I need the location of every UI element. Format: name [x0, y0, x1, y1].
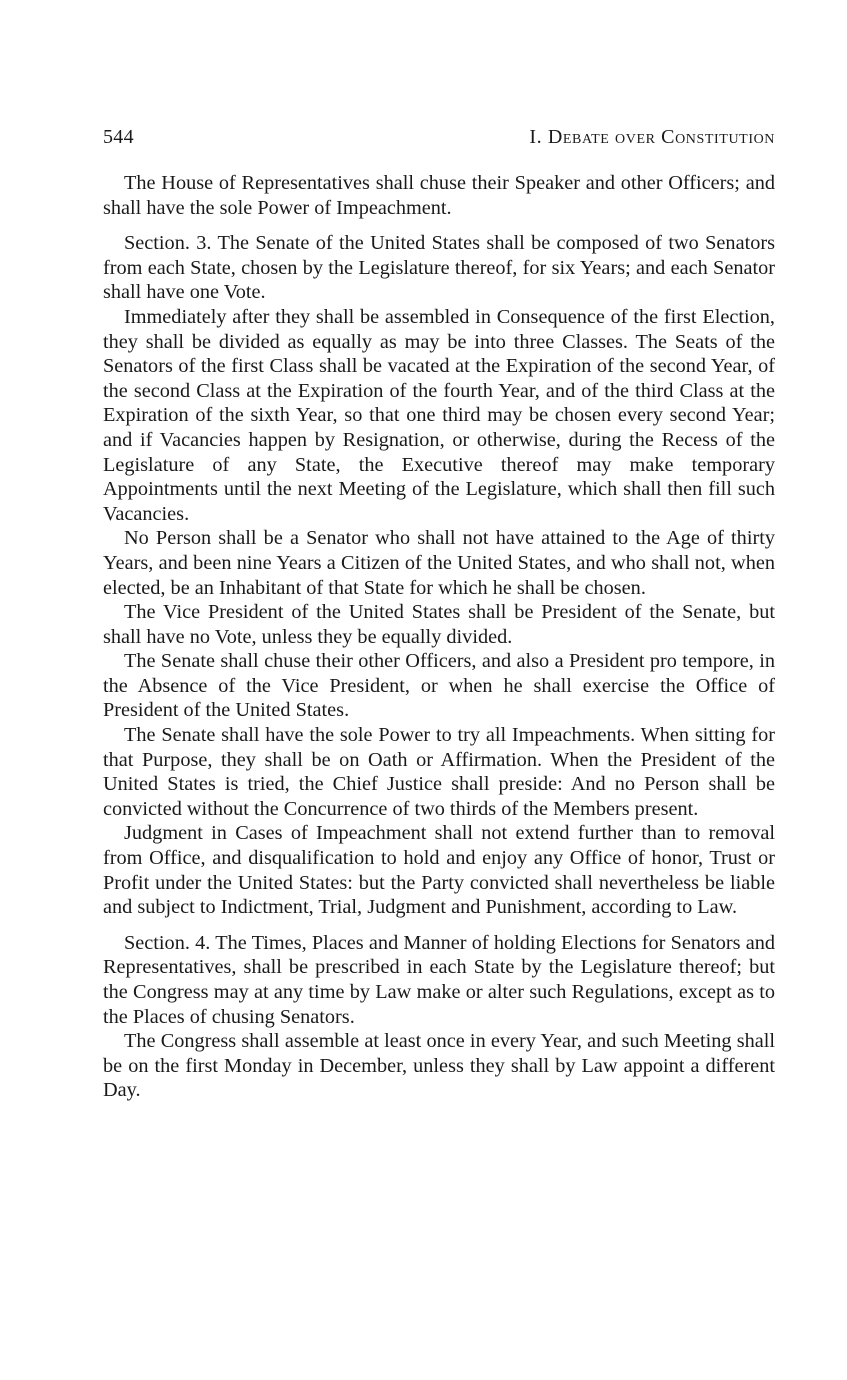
running-header — [103, 122, 775, 154]
running-title: I. Debate over Constitution — [529, 126, 775, 148]
paragraph-impeachment-trials: The Senate shall have the sole Power to try all Impeachments. When sitting for that Purpose, they shall be on Oath or Affirmation. When the President of the United States is tried, the Chief Justice shall preside: And no Person shall be convicted without the Concurrence of two thirds of the Members present. — [103, 724, 775, 820]
paragraph-house-officers: The House of Representatives shall chuse their Speaker and other Officers; and shall have the sole Power of Impeachment. — [103, 172, 775, 219]
paragraph-senate-officers: The Senate shall chuse their other Officers, and also a President pro tempore, in the Absence of the Vice President, or when he shall exercise the Office of President of the United States. — [103, 650, 775, 722]
document-page — [103, 122, 775, 1103]
paragraph-senate-classes: Immediately after they shall be assembled in Consequence of the first Election, they shall be divided as equally as may be into three Classes. The Seats of the Senators of the first Class shall be vacated at the Expiration of the second Year, of the second Class at the Expiration of the fourth Year, and of the third Class at the Expiration of the sixth Year, so that one third may be chosen every second Year; and if Vacancies happen by Resignation, or otherwise, during the Recess of the Legislature of any State, the Executive thereof may make temporary Appointments until the next Meeting of the Legislature, which shall then fill such Vacancies. — [103, 305, 775, 525]
paragraph-vice-president: The Vice President of the United States shall be President of the Senate, but shall have no Vote, unless they be equally divided. — [103, 601, 775, 648]
paragraph-section-3: Section. 3. The Senate of the United States shall be composed of two Senators from each State, chosen by the Legislature thereof, for six Years; and each Senator shall have one Vote. — [103, 232, 775, 304]
paragraph-congress-assembly: The Congress shall assemble at least once in every Year, and such Meeting shall be on the first Monday in December, unless they shall by Law appoint a different Day. — [103, 1030, 775, 1102]
body-text — [103, 171, 775, 1103]
paragraph-impeachment-judgment: Judgment in Cases of Impeachment shall not extend further than to removal from Office, and disqualification to hold and enjoy any Office of honor, Trust or Profit under the United States: but the Party convicted shall nevertheless be liable and subject to Indictment, Trial, Judgment and Punishment, according to Law. — [103, 822, 775, 919]
paragraph-section-4: Section. 4. The Times, Places and Manner of holding Elections for Senators and Representatives, shall be prescribed in each State by the Legislature thereof; but the Congress may at any time by Law make or alter such Regulations, except as to the Places of chusing Senators. — [103, 931, 775, 1028]
page-number: 544 — [103, 126, 134, 148]
paragraph-senator-qualifications: No Person shall be a Senator who shall not have attained to the Age of thirty Years, and been nine Years a Citizen of the United States, and who shall not, when elected, be an Inhabitant of that State for which he shall be chosen. — [103, 527, 775, 599]
